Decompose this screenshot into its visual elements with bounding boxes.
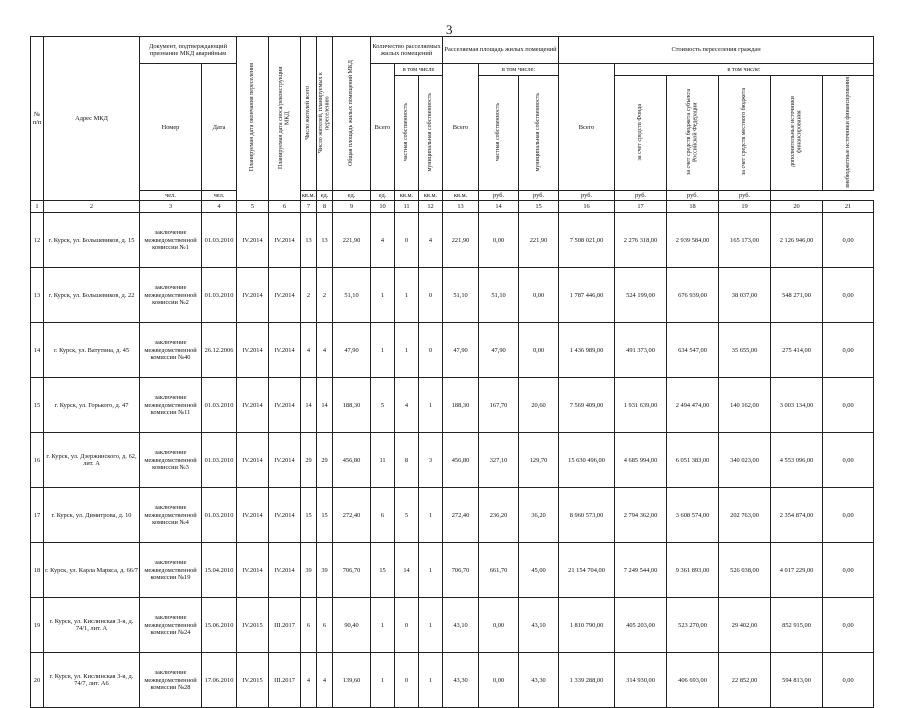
demolish-cell: III.2017 [269, 653, 301, 708]
rooms-total-cell: 15 [371, 543, 395, 598]
column-number: 5 [237, 201, 269, 213]
cost-region-cell: 523 270,00 [667, 598, 719, 653]
cost-extrabudget-cell: 0,00 [823, 543, 874, 598]
cost-fund-cell: 2 276 318,00 [615, 213, 667, 268]
table-row [31, 598, 874, 653]
area-private-cell: 51,10 [479, 268, 519, 323]
table-row [31, 488, 874, 543]
residents-total-cell: 29 [301, 433, 317, 488]
address-cell: г. Курск, ул. Горького, д. 47 [44, 378, 140, 433]
cost-fund-cell: 2 794 362,00 [615, 488, 667, 543]
rooms-total-cell: 4 [371, 213, 395, 268]
unit-cell: руб. [479, 191, 519, 201]
unit-cell: чел. [140, 191, 202, 201]
header-planned-end-resettle: Планируемая дата окончания переселения [237, 37, 269, 201]
column-number: 14 [479, 201, 519, 213]
doc-date-cell: 01.03.2010 [202, 378, 237, 433]
cost-extrabudget-cell: 0,00 [823, 213, 874, 268]
address-cell: г. Курск, ул. Дзержинского, д. 62, лит. А [44, 433, 140, 488]
rooms-municipal-cell: 1 [419, 488, 443, 543]
header-area-including: в том числе: [479, 64, 559, 76]
residents-total-cell: 14 [301, 378, 317, 433]
address-cell: г. Курск, ул. Карла Маркса, д. 66/7 [44, 543, 140, 598]
residents-total-cell: 39 [301, 543, 317, 598]
column-number: 9 [333, 201, 371, 213]
end-resettle-cell: IV.2014 [237, 213, 269, 268]
header-area-municipal: муниципальная собственность [519, 76, 559, 191]
rooms-private-cell: 4 [395, 378, 419, 433]
end-resettle-cell: IV.2014 [237, 543, 269, 598]
cost-region-cell: 406 693,00 [667, 653, 719, 708]
header-area-total: Общая площадь жилых помещений МКД [333, 37, 371, 191]
row-number: 13 [31, 268, 44, 323]
area-municipal-cell: 0,00 [519, 268, 559, 323]
area-municipal-cell: 20,60 [519, 378, 559, 433]
rooms-private-cell: 1 [395, 268, 419, 323]
cost-fund-cell: 405 203,00 [615, 598, 667, 653]
cost-total-cell: 1 787 446,00 [559, 268, 615, 323]
table-row [31, 543, 874, 598]
area-total-cell: 47,90 [333, 323, 371, 378]
cost-total-cell: 21 154 704,00 [559, 543, 615, 598]
end-resettle-cell: IV.2014 [237, 488, 269, 543]
header-area-resettled: Расселяемая площадь жилых помещений [443, 37, 559, 64]
unit-cell: ед. [371, 191, 395, 201]
column-number: 12 [419, 201, 443, 213]
rooms-municipal-cell: 3 [419, 433, 443, 488]
area-municipal-cell: 43,10 [519, 598, 559, 653]
doc-date-cell: 01.03.2010 [202, 488, 237, 543]
cost-local-cell: 140 162,00 [719, 378, 771, 433]
rooms-municipal-cell: 1 [419, 598, 443, 653]
area-total-cell: 706,70 [333, 543, 371, 598]
area-private-cell: 236,20 [479, 488, 519, 543]
doc-number-cell: заключение межведомственной комиссии №4 [140, 488, 202, 543]
cost-local-cell: 202 763,00 [719, 488, 771, 543]
area-total-cell: 90,40 [333, 598, 371, 653]
residents-total-cell: 13 [301, 213, 317, 268]
column-number: 21 [823, 201, 874, 213]
doc-date-cell: 17.06.2010 [202, 653, 237, 708]
doc-number-cell: заключение межведомственной комиссии №1 [140, 213, 202, 268]
cost-region-cell: 2 939 584,00 [667, 213, 719, 268]
rooms-private-cell: 14 [395, 543, 419, 598]
cost-local-cell: 29 402,00 [719, 598, 771, 653]
rooms-total-cell: 1 [371, 598, 395, 653]
cost-additional-cell: 2 126 946,00 [771, 213, 823, 268]
cost-fund-cell: 4 685 994,00 [615, 433, 667, 488]
cost-extrabudget-cell: 0,00 [823, 378, 874, 433]
column-number: 15 [519, 201, 559, 213]
header-doc-date: Дата [202, 64, 237, 191]
end-resettle-cell: IV.2015 [237, 598, 269, 653]
area-total-cell: 51,10 [333, 268, 371, 323]
cost-total-cell: 1 810 790,00 [559, 598, 615, 653]
table-row [31, 378, 874, 433]
rooms-private-cell: 5 [395, 488, 419, 543]
area-total-cell: 188,30 [333, 378, 371, 433]
cost-additional-cell: 3 003 134,00 [771, 378, 823, 433]
doc-number-cell: заключение межведомственной комиссии №40 [140, 323, 202, 378]
address-cell: г. Курск, ул. Кислинская 3-я, д. 74/1, лит. А [44, 598, 140, 653]
cost-fund-cell: 491 373,00 [615, 323, 667, 378]
demolish-cell: IV.2014 [269, 323, 301, 378]
rooms-total-cell: 1 [371, 653, 395, 708]
area-municipal-cell: 36,20 [519, 488, 559, 543]
row-number: 16 [31, 433, 44, 488]
rooms-total-cell: 6 [371, 488, 395, 543]
residents-total-cell: 6 [301, 598, 317, 653]
demolish-cell: IV.2014 [269, 213, 301, 268]
end-resettle-cell: IV.2014 [237, 378, 269, 433]
table-row [31, 213, 874, 268]
residents-total-cell: 4 [301, 653, 317, 708]
address-cell: г. Курск, ул. Ватутина, д. 45 [44, 323, 140, 378]
cost-fund-cell: 314 930,00 [615, 653, 667, 708]
column-number: 7 [301, 201, 317, 213]
rooms-municipal-cell: 1 [419, 653, 443, 708]
unit-cell: руб. [667, 191, 719, 201]
cost-fund-cell: 524 199,00 [615, 268, 667, 323]
column-number: 18 [667, 201, 719, 213]
cost-region-cell: 2 494 474,00 [667, 378, 719, 433]
column-number: 19 [719, 201, 771, 213]
rooms-municipal-cell: 1 [419, 378, 443, 433]
area-municipal-cell: 45,00 [519, 543, 559, 598]
area-private-cell: 327,10 [479, 433, 519, 488]
cost-total-cell: 7 508 021,00 [559, 213, 615, 268]
rooms-total-cell: 5 [371, 378, 395, 433]
cost-additional-cell: 2 354 874,00 [771, 488, 823, 543]
header-cost-region: за счет средств бюджета субъекта Российской Федерации [667, 76, 719, 191]
rooms-municipal-cell: 1 [419, 543, 443, 598]
row-number: 18 [31, 543, 44, 598]
cost-local-cell: 35 655,00 [719, 323, 771, 378]
column-number: 17 [615, 201, 667, 213]
header-rooms-municipal: муниципальная собственность [419, 76, 443, 191]
residents-planned-cell: 29 [317, 433, 333, 488]
column-number: 11 [395, 201, 419, 213]
rooms-private-cell: 8 [395, 433, 419, 488]
area-private-cell: 0,00 [479, 653, 519, 708]
area-resettled-cell: 43,10 [443, 598, 479, 653]
header-doc-number: Номер [140, 64, 202, 191]
header-area-private: частная собственность [479, 76, 519, 191]
column-number: 8 [317, 201, 333, 213]
cost-local-cell: 38 037,00 [719, 268, 771, 323]
header-rooms-count: Количество расселяемых жилых помещений [371, 37, 443, 64]
rooms-private-cell: 1 [395, 323, 419, 378]
demolish-cell: IV.2014 [269, 378, 301, 433]
unit-cell: ед. [317, 191, 333, 201]
doc-number-cell: заключение межведомственной комиссии №28 [140, 653, 202, 708]
rooms-total-cell: 1 [371, 323, 395, 378]
header-cost-extrabudget: внебюджетные источники финансирования [823, 76, 874, 191]
header-planned-demolish: Планируемая дата сноса/реконструкции МКД [269, 37, 301, 201]
cost-extrabudget-cell: 0,00 [823, 268, 874, 323]
table-body [31, 213, 874, 708]
area-resettled-cell: 51,10 [443, 268, 479, 323]
column-number: 3 [140, 201, 202, 213]
residents-planned-cell: 4 [317, 653, 333, 708]
cost-region-cell: 634 547,00 [667, 323, 719, 378]
header-cost-fund: за счет средств Фонда [615, 76, 667, 191]
cost-region-cell: 3 608 574,00 [667, 488, 719, 543]
cost-extrabudget-cell: 0,00 [823, 323, 874, 378]
header-cost: Стоимость переселения граждан [559, 37, 874, 64]
demolish-cell: IV.2014 [269, 488, 301, 543]
cost-local-cell: 22 852,00 [719, 653, 771, 708]
area-private-cell: 167,70 [479, 378, 519, 433]
address-cell: г. Курск, ул. Кислинская 3-я, д. 74/7, лит. А6 [44, 653, 140, 708]
cost-total-cell: 7 569 409,00 [559, 378, 615, 433]
doc-number-cell: заключение межведомственной комиссии №11 [140, 378, 202, 433]
unit-cell: кв.м. [301, 192, 316, 200]
row-number: 12 [31, 213, 44, 268]
residents-total-cell: 4 [301, 323, 317, 378]
table-row [31, 323, 874, 378]
cost-fund-cell: 1 931 639,00 [615, 378, 667, 433]
cost-region-cell: 676 939,00 [667, 268, 719, 323]
area-private-cell: 0,00 [479, 213, 519, 268]
doc-number-cell: заключение межведомственной комиссии №3 [140, 433, 202, 488]
rooms-private-cell: 0 [395, 213, 419, 268]
row-number: 17 [31, 488, 44, 543]
area-resettled-cell: 221,90 [443, 213, 479, 268]
rooms-private-cell: 0 [395, 653, 419, 708]
address-cell: г. Курск, ул. Большевиков, д. 22 [44, 268, 140, 323]
header-residents-planned: Число жителей, планируемых к переселению [317, 37, 333, 191]
column-number: 16 [559, 201, 615, 213]
unit-cell: руб. [719, 191, 771, 201]
doc-number-cell: заключение межведомственной комиссии №24 [140, 598, 202, 653]
cost-total-cell: 1 339 288,00 [559, 653, 615, 708]
doc-number-cell: заключение межведомственной комиссии №19 [140, 543, 202, 598]
area-resettled-cell: 188,30 [443, 378, 479, 433]
area-municipal-cell: 0,00 [519, 323, 559, 378]
residents-planned-cell: 13 [317, 213, 333, 268]
residents-total-cell: 2 [301, 268, 317, 323]
area-private-cell: 661,70 [479, 543, 519, 598]
rooms-total-cell: 11 [371, 433, 395, 488]
end-resettle-cell: IV.2014 [237, 268, 269, 323]
area-municipal-cell: 43,30 [519, 653, 559, 708]
area-total-cell: 456,80 [333, 433, 371, 488]
area-municipal-cell: 221,90 [519, 213, 559, 268]
demolish-cell: IV.2014 [269, 433, 301, 488]
header-rooms-including: в том числе [395, 64, 443, 76]
header-cost-additional: дополнительные источники финансирования [771, 76, 823, 191]
resettlement-table [30, 36, 874, 708]
cost-extrabudget-cell: 0,00 [823, 653, 874, 708]
doc-date-cell: 15.06.2010 [202, 598, 237, 653]
column-number: 13 [443, 201, 479, 213]
unit-cell: руб. [615, 191, 667, 201]
end-resettle-cell: IV.2014 [237, 433, 269, 488]
row-number: 19 [31, 598, 44, 653]
doc-date-cell: 01.03.2010 [202, 268, 237, 323]
header-document: Документ, подтверждающий признание МКД аварийным [140, 37, 237, 64]
table-row [31, 268, 874, 323]
area-private-cell: 47,90 [479, 323, 519, 378]
unit-cell: кв.м. [419, 191, 443, 201]
rooms-municipal-cell: 0 [419, 323, 443, 378]
header-cost-local: за счет средств местного бюджета [719, 76, 771, 191]
residents-total-cell: 15 [301, 488, 317, 543]
residents-planned-cell: 14 [317, 378, 333, 433]
rooms-municipal-cell: 4 [419, 213, 443, 268]
header-area-res-total: Всего [443, 64, 479, 191]
cost-total-cell: 1 436 989,00 [559, 323, 615, 378]
column-number: 2 [44, 201, 140, 213]
page-number: 3 [446, 22, 453, 37]
cost-region-cell: 6 051 383,00 [667, 433, 719, 488]
area-resettled-cell: 43,30 [443, 653, 479, 708]
cost-extrabudget-cell: 0,00 [823, 488, 874, 543]
column-number: 1 [31, 201, 44, 213]
cost-region-cell: 9 361 893,00 [667, 543, 719, 598]
address-cell: г. Курск, ул. Димитрова, д. 10 [44, 488, 140, 543]
demolish-cell: III.2017 [269, 598, 301, 653]
unit-cell: руб. [519, 191, 559, 201]
end-resettle-cell: IV.2015 [237, 653, 269, 708]
residents-planned-cell: 6 [317, 598, 333, 653]
area-resettled-cell: 272,40 [443, 488, 479, 543]
cost-fund-cell: 7 249 544,00 [615, 543, 667, 598]
header-cost-including: в том числе: [615, 64, 874, 76]
doc-date-cell: 26.12.2006 [202, 323, 237, 378]
area-total-cell: 272,40 [333, 488, 371, 543]
doc-number-cell: заключение межведомственной комиссии №2 [140, 268, 202, 323]
demolish-cell: IV.2014 [269, 543, 301, 598]
unit-cell: кв.м. [443, 191, 479, 201]
cost-extrabudget-cell: 0,00 [823, 433, 874, 488]
unit-cell: чел. [202, 191, 237, 201]
rooms-private-cell: 0 [395, 598, 419, 653]
cost-local-cell: 526 038,00 [719, 543, 771, 598]
area-total-cell: 221,90 [333, 213, 371, 268]
column-number: 20 [771, 201, 823, 213]
cost-additional-cell: 4 017 229,00 [771, 543, 823, 598]
table-row [31, 653, 874, 708]
header-no: № п/п [31, 37, 44, 201]
cost-additional-cell: 548 271,00 [771, 268, 823, 323]
cost-additional-cell: 594 813,00 [771, 653, 823, 708]
address-cell: г. Курск, ул. Большевиков, д. 15 [44, 213, 140, 268]
rooms-municipal-cell: 0 [419, 268, 443, 323]
end-resettle-cell: IV.2014 [237, 323, 269, 378]
header-rooms-total: Всего [371, 64, 395, 191]
cost-local-cell: 165 173,00 [719, 213, 771, 268]
doc-date-cell: 01.03.2010 [202, 433, 237, 488]
cost-local-cell: 340 023,00 [719, 433, 771, 488]
rooms-total-cell: 1 [371, 268, 395, 323]
row-number: 15 [31, 378, 44, 433]
residents-planned-cell: 15 [317, 488, 333, 543]
cost-additional-cell: 4 553 096,00 [771, 433, 823, 488]
cost-extrabudget-cell: 0,00 [823, 598, 874, 653]
column-number: 10 [371, 201, 395, 213]
doc-date-cell: 01.03.2010 [202, 213, 237, 268]
cost-additional-cell: 275 414,00 [771, 323, 823, 378]
row-number: 20 [31, 653, 44, 708]
demolish-cell: IV.2014 [269, 268, 301, 323]
doc-date-cell: 15.04.2010 [202, 543, 237, 598]
unit-cell: кв.м. [395, 191, 419, 201]
header-cost-total: Всего [559, 64, 615, 191]
cost-total-cell: 8 960 573,00 [559, 488, 615, 543]
area-total-cell: 139,60 [333, 653, 371, 708]
header-rooms-private: частная собственность [395, 76, 419, 191]
unit-cell: ед. [333, 191, 371, 201]
area-resettled-cell: 706,70 [443, 543, 479, 598]
residents-planned-cell: 39 [317, 543, 333, 598]
area-private-cell: 0,00 [479, 598, 519, 653]
area-resettled-cell: 456,80 [443, 433, 479, 488]
header-residents-total: Число жителей всего [301, 37, 317, 191]
cost-total-cell: 15 630 496,00 [559, 433, 615, 488]
units-row [31, 191, 874, 201]
table-row [31, 433, 874, 488]
unit-cell: руб. [559, 191, 615, 201]
residents-planned-cell: 4 [317, 323, 333, 378]
area-municipal-cell: 129,70 [519, 433, 559, 488]
header-address: Адрес МКД [44, 37, 140, 201]
residents-planned-cell: 2 [317, 268, 333, 323]
column-number: 6 [269, 201, 301, 213]
column-number: 4 [202, 201, 237, 213]
row-number: 14 [31, 323, 44, 378]
area-resettled-cell: 47,90 [443, 323, 479, 378]
column-number-row [31, 201, 874, 213]
cost-additional-cell: 852 915,00 [771, 598, 823, 653]
